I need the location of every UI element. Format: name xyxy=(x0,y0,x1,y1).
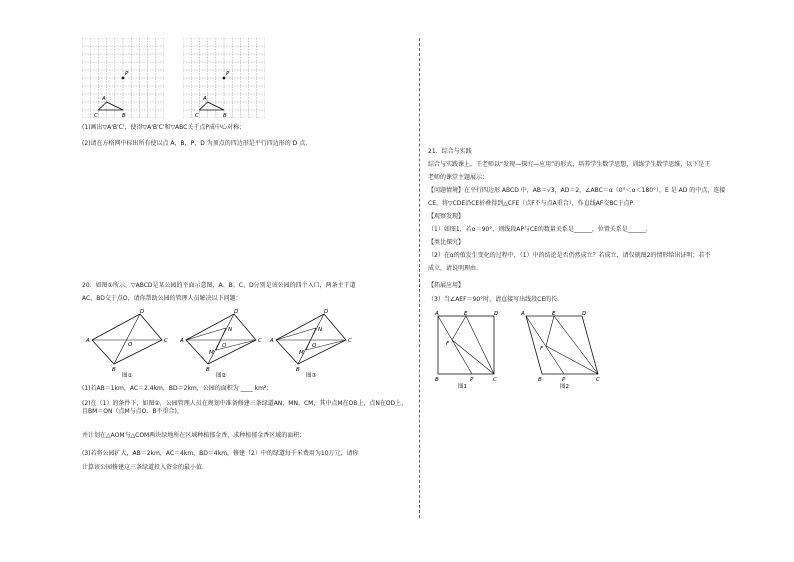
q19-part2: (2)请在方格网中标出所有使以点 A，B，P，D 为顶点的四边形是平行四边形的 D 点． xyxy=(82,140,312,147)
column-divider xyxy=(419,38,420,518)
svg-text:O: O xyxy=(128,342,133,348)
svg-text:C: C xyxy=(94,113,98,118)
svg-text:B: B xyxy=(206,367,210,373)
q21-analogy-heading: 【类比探究】 xyxy=(428,239,465,246)
caption-fig-1: 图1 xyxy=(458,384,467,390)
q20-part1: (1)若AB＝1km，AC＝2.4km，BD＝2km，公园的面积为 ____ km²； xyxy=(82,385,273,392)
q21-situation-line2: CE，将▽CDE沿CE折叠得到△CFE（点F不与点A重合），作直线AF交BC于点P． xyxy=(428,200,640,207)
triangle-abc xyxy=(199,102,224,110)
q21-extend-heading: 【拓展应用】 xyxy=(428,282,465,289)
svg-text:A: A xyxy=(521,311,525,317)
point-p xyxy=(223,77,226,80)
svg-text:P: P xyxy=(226,71,230,77)
svg-text:E: E xyxy=(552,311,556,317)
q20-intro-line2: AC、BD交于点O，请你帮助公园的管理人员解决以下问题： xyxy=(82,295,242,302)
grid-figure-left xyxy=(82,38,164,118)
svg-text:O: O xyxy=(312,343,317,349)
svg-text:B: B xyxy=(296,367,300,373)
q20-part2-line2: 并计划在△AOM与△COM两块绿地所在区域种植郁金香，求种植郁金香区域的面积； xyxy=(82,432,306,439)
q21-title: 21．综合与实践 xyxy=(428,148,472,155)
svg-text:F: F xyxy=(540,346,544,352)
svg-text:A: A xyxy=(102,96,106,102)
triangle-abc xyxy=(98,102,123,110)
q21-figure-1 xyxy=(432,310,502,390)
svg-text:C: C xyxy=(258,338,262,344)
svg-text:F: F xyxy=(446,341,450,347)
q21-analogy-line1: （2）在α的值发生变化的过程中，（1）中的结论是否仍然成立？若成立，请仅就图2的情形给出证明；若不 xyxy=(428,252,711,259)
svg-text:D: D xyxy=(140,309,145,315)
svg-text:A: A xyxy=(86,338,90,344)
caption-fig3: 图③ xyxy=(306,373,317,378)
q20-figure-2 xyxy=(178,308,264,378)
svg-text:O: O xyxy=(222,343,227,349)
q20-part2-line1: (2)在（1）的条件下，如图②，公园管理人员在规划中准备修建三条绿道AN、MN、CM，其中点M在OB上，点N在OD上，且BM＝ON（点M与点O、B不重合)， xyxy=(82,400,408,415)
svg-text:C: C xyxy=(164,338,168,344)
q20-figure-3 xyxy=(268,308,354,378)
q21-intro-line2: 老师的课堂主题展示： xyxy=(428,174,489,181)
svg-text:A: A xyxy=(203,96,207,102)
caption-fig1: 图① xyxy=(122,373,133,378)
q20-part3-line1: (3)若将公园扩大，AB＝2km，AC＝4km，BD＝4km，修建（2）中的绿道每千米费用为10万元，请你 xyxy=(82,450,359,457)
svg-text:C: C xyxy=(493,377,497,383)
svg-text:P: P xyxy=(562,377,566,383)
q21-observe-heading: 【观察发现】 xyxy=(428,213,465,220)
svg-text:D: D xyxy=(582,311,587,317)
q20-figure-1 xyxy=(84,308,170,378)
svg-text:N: N xyxy=(318,327,323,333)
svg-text:A: A xyxy=(270,338,274,344)
q19-part1: (1)画出▽A'B'C'，使得▽A'B'C'和▽ABC关于点P成中心对称； xyxy=(82,124,245,131)
svg-text:B: B xyxy=(435,377,439,383)
svg-text:B: B xyxy=(122,113,126,118)
q20-part3-line2: 计算该公园修建这三条绿道投入资金的最小值． xyxy=(82,464,209,471)
q21-intro-line1: 综合与实践课上，王老师以“发现—探究—应用”的形式，培养学生数学思想，训练学生数学思维，以下是王 xyxy=(428,161,711,168)
svg-text:D: D xyxy=(494,311,499,317)
svg-text:B: B xyxy=(112,367,116,373)
svg-text:D: D xyxy=(324,309,329,315)
q21-situation-line1: 【问题情境】在平行四边形 ABCD 中，AB＝√3，AD＝2，∠ABC＝α（0°＜α＜180°），E 是 AD 的中点，连接 xyxy=(428,187,726,194)
svg-text:N: N xyxy=(228,327,233,333)
svg-text:B: B xyxy=(223,113,227,118)
label-p: P xyxy=(125,71,129,77)
q21-figure-2 xyxy=(516,310,608,390)
q20-intro-line1: 20．如图①所示，▽ABCD是某公园的平面示意图，A、B、C、D分别是该公园的四个入口，两条主干道 xyxy=(82,282,356,289)
caption-fig-2: 图2 xyxy=(560,384,569,390)
q21-extend-1: （3）当∠AEF＝90°时，请直接写出线段CE的长． xyxy=(428,296,564,303)
svg-text:B: B xyxy=(538,377,542,383)
svg-text:E: E xyxy=(464,311,468,317)
svg-text:M: M xyxy=(299,350,304,356)
svg-text:P: P xyxy=(470,377,474,383)
point-p xyxy=(122,77,125,80)
svg-text:A: A xyxy=(180,338,184,344)
svg-text:C: C xyxy=(348,338,352,344)
caption-fig2: 图② xyxy=(216,373,227,378)
svg-text:A: A xyxy=(435,311,439,317)
svg-text:D: D xyxy=(234,309,239,315)
svg-text:C: C xyxy=(596,377,600,383)
svg-text:C: C xyxy=(195,113,199,118)
q21-observe-1: （1）如图1，若α＝90°，则线段AP与CE的数量关系是______，位置关系是______． xyxy=(428,226,652,233)
svg-text:M: M xyxy=(209,350,214,356)
q21-analogy-line2: 成立，请说明理由． xyxy=(428,265,483,272)
grid-figure-right xyxy=(183,38,265,118)
